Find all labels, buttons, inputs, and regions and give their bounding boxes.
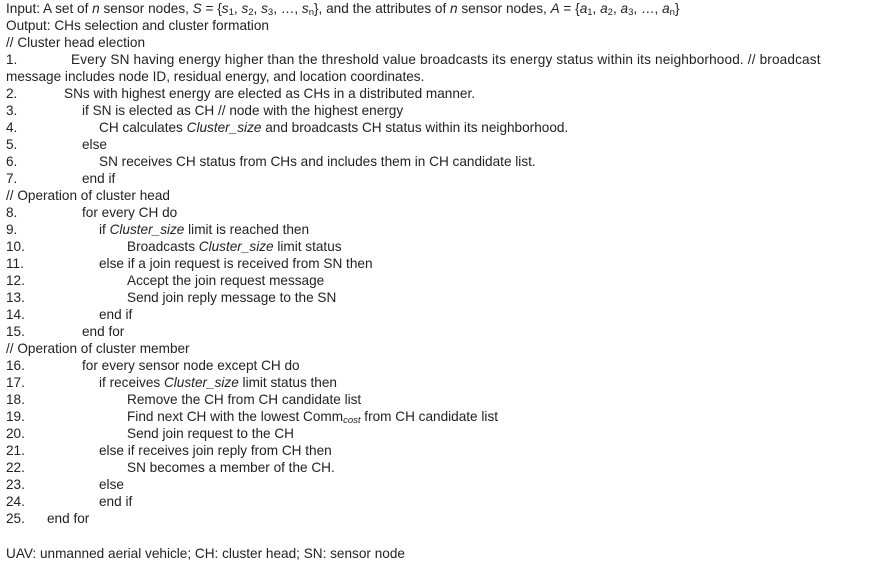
line-text: else (99, 477, 124, 492)
acomma-3: , (633, 1, 641, 16)
line-text (127, 408, 498, 425)
line-text: Send join reply message to the SN (127, 290, 337, 305)
line-number: 3. (6, 103, 18, 118)
line-text: end for (82, 324, 125, 339)
line-number: 9. (6, 222, 18, 237)
var-cluster-size: Cluster_size (163, 375, 239, 390)
sub-3: 3 (267, 7, 274, 18)
line-number: 7. (6, 171, 18, 186)
ellipsis: …, (280, 1, 302, 16)
var-S: S (192, 1, 202, 16)
text-part: if receives (99, 375, 164, 390)
line-text: SN receives CH status from CHs and includes them in CH candidate list. (99, 154, 536, 169)
var-sn: s (301, 1, 309, 16)
input-line (6, 0, 680, 17)
acomma-1: , (592, 1, 601, 16)
asub-1: 1 (587, 7, 593, 18)
asub-3: 3 (628, 7, 634, 18)
var-A: A (550, 1, 560, 16)
var-n: n (92, 1, 100, 16)
line-text: SN becomes a member of the CH. (127, 460, 335, 475)
line-number: 23. (6, 477, 25, 492)
comma-3: , (273, 1, 281, 16)
var-s2: s (241, 1, 249, 16)
set-close-text: }, and the attributes of (314, 1, 451, 16)
line-text: if SN is elected as CH // node with the highest energy (82, 103, 404, 118)
asub-n: n (669, 7, 675, 18)
line-number: 17. (6, 375, 25, 390)
line-number: 13. (6, 290, 25, 305)
line-number: 20. (6, 426, 25, 441)
line-number: 8. (6, 205, 18, 220)
section-label: // Operation of cluster head (6, 188, 170, 203)
line-number: 25. (6, 511, 25, 526)
line-number: 4. (6, 120, 18, 135)
var-s1: s (221, 1, 229, 16)
text-part: CH calculates (99, 120, 187, 135)
sub-cost: cost (343, 415, 361, 426)
comma-2: , (253, 1, 262, 16)
line-text: end if (82, 171, 116, 186)
line-text: SNs with highest energy are elected as CHs in a distributed manner. (64, 86, 476, 101)
var-n2: n (450, 1, 458, 16)
line-text: Every SN having energy higher than the threshold value broadcasts its energy status within its neighborhood. // broadcast (71, 52, 821, 67)
line-text: for every CH do (82, 205, 178, 220)
asub-2: 2 (607, 7, 613, 18)
var-cluster-size: Cluster_size (109, 222, 185, 237)
section-operation-ch (6, 187, 170, 204)
text-part: if (99, 222, 110, 237)
var-cluster-size: Cluster_size (198, 239, 274, 254)
line-text (99, 374, 337, 391)
line-text (99, 221, 309, 238)
line-number: 6. (6, 154, 18, 169)
var-a1: a (579, 1, 588, 16)
footnote-text: UAV: unmanned aerial vehicle; CH: cluster head; SN: sensor node (6, 546, 405, 561)
attr-set-open: = { (559, 1, 580, 16)
line-text: else if receives join reply from CH then (99, 443, 332, 458)
output-text: Output: CHs selection and cluster formation (6, 18, 269, 33)
line-text: end for (47, 511, 90, 526)
input-text: sensor nodes, (99, 1, 193, 16)
text-part: limit status then (238, 375, 337, 390)
line-text (99, 119, 568, 136)
attr-set-close: } (674, 1, 680, 16)
sub-n: n (308, 7, 315, 18)
text-part: limit status (273, 239, 342, 254)
line-number: 24. (6, 494, 25, 509)
line-number: 22. (6, 460, 25, 475)
input-label: Input: A set of (6, 1, 93, 16)
text-part: limit is reached then (184, 222, 310, 237)
output-line (6, 17, 269, 34)
text-part: and broadcasts CH status within its neighborhood. (261, 120, 569, 135)
line-number: 5. (6, 137, 18, 152)
line-text: message includes node ID, residual energy, and location coordinates. (6, 69, 425, 84)
line-number: 21. (6, 443, 25, 458)
text-part: Find next CH with the lowest Comm (127, 409, 344, 424)
section-label: // Operation of cluster member (6, 341, 190, 356)
acomma-2: , (612, 1, 621, 16)
line-text: Send join request to the CH (127, 426, 295, 441)
var-an: a (662, 1, 670, 16)
algo-line-1-cont (6, 68, 424, 85)
line-text: Accept the join request message (127, 273, 325, 288)
text-part: from CH candidate list (360, 409, 499, 424)
line-text: end if (99, 307, 133, 322)
var-cluster-size: Cluster_size (186, 120, 262, 135)
var-a3: a (620, 1, 629, 16)
var-s3: s (261, 1, 268, 16)
line-number: 2. (6, 86, 18, 101)
section-operation-member (6, 340, 190, 357)
comma-1: , (233, 1, 242, 16)
sub-2: 2 (248, 7, 254, 18)
line-text: end if (99, 494, 133, 509)
line-number: 18. (6, 392, 25, 407)
text-part: Broadcasts (127, 239, 199, 254)
line-number: 16. (6, 358, 25, 373)
line-number: 15. (6, 324, 25, 339)
line-number: 14. (6, 307, 25, 322)
sub-1: 1 (228, 7, 234, 18)
line-text: Remove the CH from CH candidate list (127, 392, 362, 407)
line-text: else if a join request is received from SN then (99, 256, 373, 271)
line-number: 10. (6, 239, 25, 254)
line-text: for every sensor node except CH do (82, 358, 300, 373)
line-text: else (82, 137, 107, 152)
set-open: = { (201, 1, 222, 16)
line-number: 11. (6, 256, 24, 271)
line-number: 1. (6, 52, 18, 67)
aellipsis: …, (640, 1, 663, 16)
line-number: 12. (6, 273, 25, 288)
line-text (127, 238, 342, 255)
attr-text: sensor nodes, (457, 1, 551, 16)
section-election (6, 34, 145, 51)
section-label: // Cluster head election (6, 35, 146, 50)
line-number: 19. (6, 409, 25, 424)
footnote (6, 545, 405, 562)
var-a2: a (600, 1, 608, 16)
